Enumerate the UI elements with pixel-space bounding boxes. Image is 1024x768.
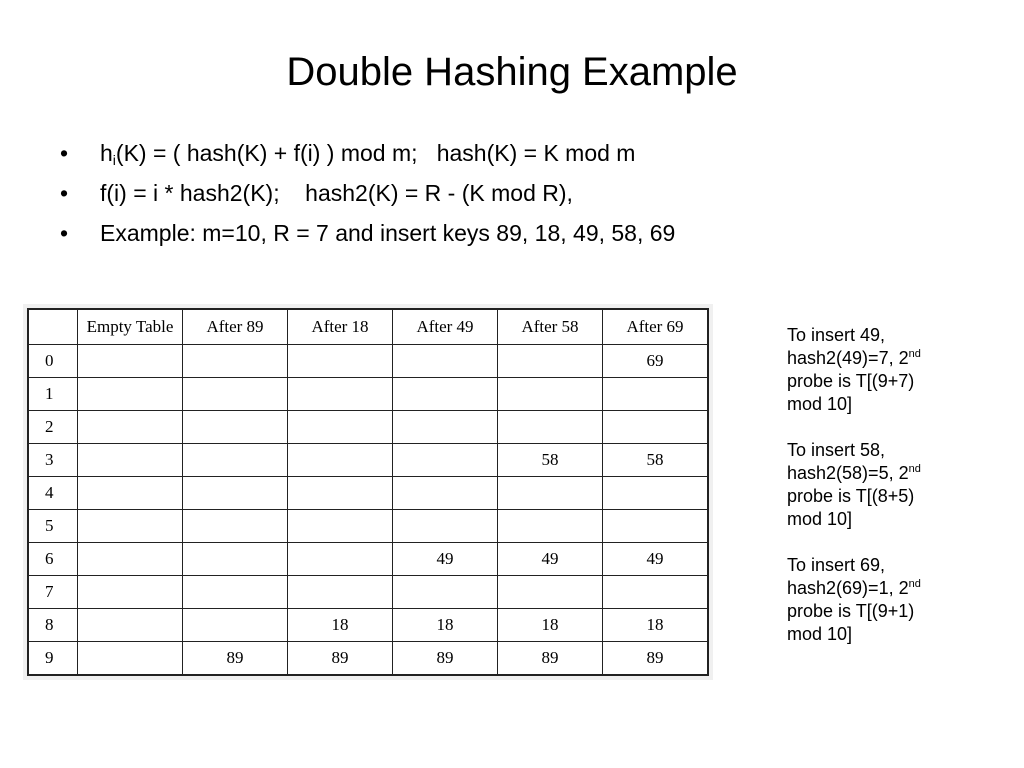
table-cell — [288, 510, 393, 543]
table-cell — [603, 378, 709, 411]
table-cell: 18 — [498, 609, 603, 642]
table-cell — [603, 576, 709, 609]
column-header-after-69: After 69 — [603, 309, 709, 345]
note-superscript: nd — [908, 578, 921, 590]
table-row — [28, 543, 708, 576]
table-row — [28, 642, 708, 676]
bullet-dot: • — [60, 220, 69, 246]
note-line: probe is T[(9+1) — [787, 601, 915, 621]
note-insert-69 — [787, 554, 987, 646]
table-cell — [183, 543, 288, 576]
example-text: Example: m=10, R = 7 and insert keys 89, 18, 49, 58, 69 — [100, 220, 676, 246]
table-cell — [498, 378, 603, 411]
row-index: 3 — [28, 444, 78, 477]
note-insert-58 — [787, 439, 987, 531]
bullet-list — [60, 133, 675, 253]
table-row — [28, 576, 708, 609]
table-cell: 18 — [603, 609, 709, 642]
table-cell — [498, 411, 603, 444]
table-row — [28, 609, 708, 642]
column-header-after-49: After 49 — [393, 309, 498, 345]
note-superscript: nd — [908, 348, 921, 360]
table-cell — [78, 411, 183, 444]
table-cell — [603, 477, 709, 510]
note-line: mod 10] — [787, 624, 853, 644]
table-cell: 89 — [288, 642, 393, 676]
note-line: hash2(49)=7, 2 — [787, 348, 909, 368]
table-row — [28, 477, 708, 510]
table-cell: 89 — [498, 642, 603, 676]
note-line: hash2(58)=5, 2 — [787, 463, 909, 483]
table-cell: 49 — [393, 543, 498, 576]
table-cell — [78, 477, 183, 510]
column-header-index — [28, 309, 78, 345]
formula-subscript: i — [112, 152, 116, 168]
table-cell — [288, 543, 393, 576]
formula-rest: (K) = ( hash(K) + f(i) ) mod m; hash(K) = K mod m — [115, 140, 636, 166]
table-cell — [393, 345, 498, 378]
table-cell — [498, 345, 603, 378]
row-index: 8 — [28, 609, 78, 642]
table-cell — [183, 345, 288, 378]
note-line: To insert 58, — [787, 440, 886, 460]
table-row — [28, 378, 708, 411]
table-header-row — [28, 309, 708, 345]
probe-notes — [787, 324, 987, 669]
note-insert-49 — [787, 324, 987, 416]
note-line: mod 10] — [787, 509, 853, 529]
row-index: 5 — [28, 510, 78, 543]
bullet-dot: • — [60, 140, 69, 166]
table-cell — [288, 345, 393, 378]
table-cell — [393, 444, 498, 477]
bullet-probe-function — [60, 173, 675, 213]
table-cell — [78, 378, 183, 411]
slide-title: Double Hashing Example — [286, 50, 738, 94]
column-header-after-89: After 89 — [183, 309, 288, 345]
note-line: hash2(69)=1, 2 — [787, 578, 909, 598]
row-index: 7 — [28, 576, 78, 609]
table-cell — [78, 444, 183, 477]
table-cell — [393, 576, 498, 609]
formula-h: h — [100, 140, 113, 166]
table-cell — [78, 576, 183, 609]
column-header-empty: Empty Table — [78, 309, 183, 345]
hash-table — [27, 308, 709, 676]
table-cell — [393, 477, 498, 510]
probe-function-text: f(i) = i * hash2(K); hash2(K) = R - (K mod R), — [100, 180, 573, 206]
table-cell — [78, 510, 183, 543]
note-superscript: nd — [908, 463, 921, 475]
table-cell — [183, 576, 288, 609]
row-index: 2 — [28, 411, 78, 444]
note-line: mod 10] — [787, 394, 853, 414]
table-cell — [183, 609, 288, 642]
column-header-after-58: After 58 — [498, 309, 603, 345]
table-row — [28, 510, 708, 543]
table-cell — [498, 510, 603, 543]
table-cell — [78, 543, 183, 576]
table-cell — [288, 576, 393, 609]
note-line: probe is T[(9+7) — [787, 371, 915, 391]
table-cell — [183, 444, 288, 477]
table-row — [28, 411, 708, 444]
table-cell: 89 — [603, 642, 709, 676]
table-cell — [288, 444, 393, 477]
note-line: To insert 69, — [787, 555, 886, 575]
table-cell: 89 — [183, 642, 288, 676]
bullet-hash-formula — [60, 133, 675, 173]
table-row — [28, 444, 708, 477]
table-cell — [393, 378, 498, 411]
row-index: 9 — [28, 642, 78, 676]
table-cell — [288, 411, 393, 444]
table-cell: 69 — [603, 345, 709, 378]
table-cell: 58 — [498, 444, 603, 477]
table-cell — [183, 477, 288, 510]
table-cell: 49 — [498, 543, 603, 576]
table-cell — [78, 609, 183, 642]
table-cell — [288, 378, 393, 411]
row-index: 0 — [28, 345, 78, 378]
table-cell — [393, 510, 498, 543]
table-cell — [78, 345, 183, 378]
column-header-after-18: After 18 — [288, 309, 393, 345]
table-cell: 18 — [393, 609, 498, 642]
table-cell: 49 — [603, 543, 709, 576]
table-cell — [603, 510, 709, 543]
table-row — [28, 345, 708, 378]
table-cell — [78, 642, 183, 676]
table-cell — [183, 510, 288, 543]
table-cell: 58 — [603, 444, 709, 477]
table-cell — [498, 576, 603, 609]
row-index: 1 — [28, 378, 78, 411]
note-line: To insert 49, — [787, 325, 886, 345]
note-line: probe is T[(8+5) — [787, 486, 915, 506]
table-cell: 89 — [393, 642, 498, 676]
table-cell — [288, 477, 393, 510]
row-index: 4 — [28, 477, 78, 510]
table-cell — [498, 477, 603, 510]
table-cell — [183, 411, 288, 444]
bullet-dot: • — [60, 180, 69, 206]
row-index: 6 — [28, 543, 78, 576]
table-cell — [603, 411, 709, 444]
table-cell — [393, 411, 498, 444]
table-cell: 18 — [288, 609, 393, 642]
table-cell — [183, 378, 288, 411]
bullet-example — [60, 213, 675, 253]
